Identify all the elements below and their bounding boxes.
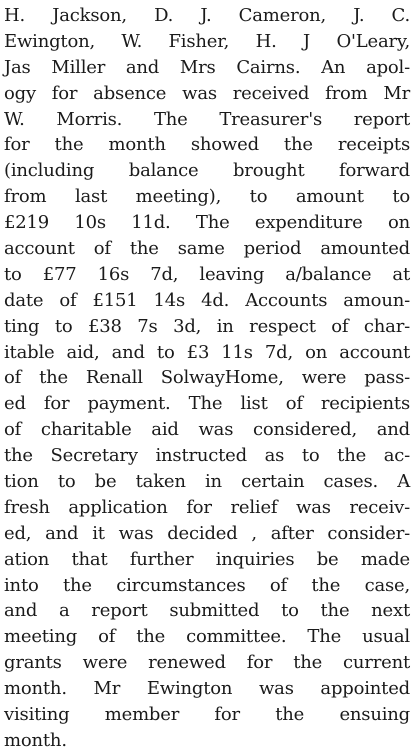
text-line: and a report submitted to the next — [4, 600, 410, 622]
text-line: tion to be taken in certain cases. A — [4, 471, 410, 493]
text-line: W. Morris. The Treasurer's report — [4, 108, 410, 130]
text-line: for the month showed the receipts — [4, 134, 410, 156]
text-line: Jas Miller and Mrs Cairns. An apol- — [4, 56, 410, 78]
text-line: £219 10s 11d. The expenditure on — [4, 212, 410, 234]
text-line: ed, and it was decided , after consider- — [4, 522, 410, 544]
text-line: month. — [4, 729, 67, 751]
text-line: (including balance brought forward — [4, 160, 410, 182]
text-line: Ewington, W. Fisher, H. J O'Leary, — [4, 30, 410, 52]
text-line: ting to £38 7s 3d, in respect of char- — [4, 315, 410, 337]
text-line: account of the same period amounted — [4, 238, 410, 260]
text-line: H. Jackson, D. J. Cameron, J. C. — [4, 5, 410, 26]
article-column — [4, 3, 410, 754]
text-line: date of £151 14s 4d. Accounts amoun- — [4, 289, 410, 311]
text-line: into the circumstances of the case, — [4, 574, 410, 596]
text-line: the Secretary instructed as to the ac- — [4, 445, 410, 467]
text-line: ogy for absence was received from Mr — [4, 82, 410, 104]
text-line: month. Mr Ewington was appointed — [4, 678, 410, 700]
text-line: fresh application for relief was receiv- — [4, 496, 410, 518]
text-line: of the Renall SolwayHome, were pass- — [4, 367, 410, 389]
text-line: visiting member for the ensuing — [4, 704, 410, 726]
text-line: of charitable aid was considered, and — [4, 419, 410, 441]
text-line: itable aid, and to £3 11s 7d, on account — [4, 341, 410, 363]
text-line: ation that further inquiries be made — [4, 548, 410, 570]
text-line: grants were renewed for the current — [4, 652, 410, 674]
text-line: to £77 16s 7d, leaving a/balance at — [4, 263, 410, 285]
text-line: meeting of the committee. The usual — [4, 626, 410, 648]
text-line: from last meeting), to amount to — [4, 186, 410, 208]
text-line: ed for payment. The list of recipients — [4, 393, 410, 415]
